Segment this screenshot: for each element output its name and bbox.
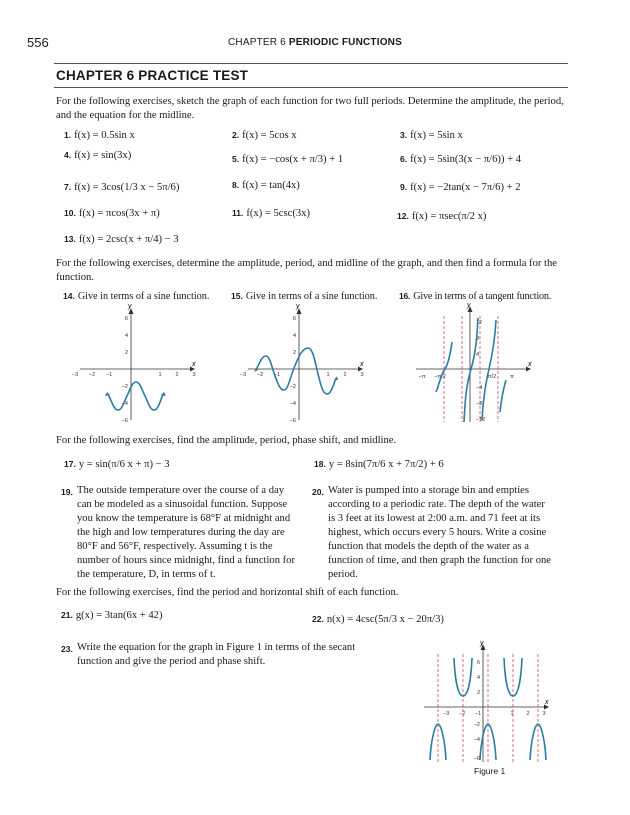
y-tick-label: 6	[476, 660, 480, 666]
asymptotes	[438, 654, 538, 762]
exercise-number: 10.	[64, 208, 76, 218]
exercise-16	[399, 291, 551, 302]
y-tick-label: −4	[473, 737, 480, 743]
exercise-expression: y = 8sin(7π/6 x + 7π/2) + 6	[328, 459, 444, 470]
exercise-18	[314, 457, 444, 472]
exercise-number: 12.	[397, 211, 409, 221]
exercise-13	[64, 232, 179, 247]
exercise-number: 6.	[400, 154, 408, 164]
graph-14-axes	[80, 308, 195, 420]
x-tick-label: −3	[71, 372, 79, 378]
sine-curve	[256, 348, 336, 394]
y-tick-label: −12	[476, 417, 486, 423]
x-tick-label: −2	[256, 372, 264, 378]
exercise-number: 17.	[64, 459, 76, 469]
exercise-3	[400, 128, 463, 143]
y-tick-label: 4	[476, 675, 480, 681]
exercise-number: 1.	[64, 130, 72, 140]
exercise-number: 14.	[63, 291, 75, 301]
exercise-14	[63, 291, 209, 302]
exercise-number: 9.	[400, 182, 408, 192]
exercise-number: 20.	[312, 487, 324, 497]
figure-1-graph	[420, 640, 560, 764]
exercise-19	[61, 484, 301, 582]
x-tick-label: −2	[88, 372, 96, 378]
exercise-number: 2.	[232, 130, 240, 140]
exercise-number: 23.	[61, 644, 73, 654]
y-axis-label: y	[467, 302, 471, 309]
exercise-text: Water is pumped into a storage bin and empties according to a periodic rate. The depth of the water is 3 feet at its lowest at 2:00 a.m. and 71 feet at its highest, which occurs every 5 hours. Write a cosine function that models the depth of the water as a function of time, and then graph the function for one period.	[328, 485, 551, 580]
instructions-sketch: For the following exercises, sketch the graph of each function for two full periods. Determine the amplitude, the period, and the equation for the midline.	[56, 96, 564, 121]
graph-16	[410, 302, 534, 424]
exercise-expression: f(x) = 5sin x	[410, 130, 463, 141]
graph-15	[239, 302, 366, 424]
exercise-expression: f(x) = −cos(x + π/3) + 1	[242, 154, 344, 165]
exercise-number: 13.	[64, 234, 76, 244]
instructions-phase: For the following exercises, find the amplitude, period, phase shift, and midline.	[56, 435, 397, 446]
running-header	[0, 37, 630, 48]
y-tick-label: −6	[121, 418, 128, 424]
exercise-number: 22.	[312, 614, 324, 624]
x-tick-label: 3	[192, 372, 196, 378]
exercise-1	[64, 128, 135, 143]
y-tick-label: −2	[289, 384, 296, 390]
y-tick-label: 4	[124, 333, 128, 339]
header-rule	[54, 63, 568, 64]
y-tick-label: −4	[289, 401, 296, 407]
figure-caption: Figure 1	[474, 766, 506, 776]
y-tick-label: 12	[476, 320, 483, 326]
exercise-expression: f(x) = πsec(π/2 x)	[411, 211, 487, 222]
exercise-12	[397, 209, 486, 224]
exercise-5	[232, 152, 343, 167]
x-tick-label: 1	[510, 711, 514, 717]
y-tick-label: −6	[289, 418, 296, 424]
page-number: 556	[27, 35, 49, 50]
exercise-expression: f(x) = sin(3x)	[74, 150, 132, 161]
exercise-text: Write the equation for the graph in Figure 1 in terms of the secant function and give the period and phase shift.	[77, 642, 356, 667]
exercise-number: 4.	[64, 150, 72, 160]
exercise-8	[232, 178, 300, 193]
exercise-expression: y = sin(π/6 x + π) − 3	[78, 459, 170, 470]
exercise-6	[400, 152, 521, 167]
x-tick-label: 3	[360, 372, 364, 378]
y-axis-label: y	[296, 303, 300, 310]
x-axis-label: x	[360, 361, 364, 368]
exercise-17	[64, 457, 170, 472]
x-tick-label: 1	[158, 372, 162, 378]
x-tick-label: 2	[175, 372, 179, 378]
section-rule	[54, 87, 568, 88]
exercise-text: Give in terms of a sine function.	[245, 291, 378, 302]
exercise-22	[312, 612, 444, 627]
y-tick-label: 4	[476, 352, 480, 358]
y-tick-label: 2	[476, 690, 480, 696]
x-tick-label: π/2	[487, 374, 497, 380]
chapter-label: CHAPTER 6	[228, 37, 286, 48]
exercise-number: 5.	[232, 154, 240, 164]
y-tick-label: −8	[476, 401, 483, 407]
sine-curve	[108, 382, 163, 410]
exercise-number: 8.	[232, 180, 240, 190]
x-tick-label: −1	[273, 372, 281, 378]
y-tick-label: −4	[476, 385, 483, 391]
x-tick-label: 2	[526, 711, 530, 717]
y-tick-label: 4	[292, 333, 296, 339]
exercise-23	[61, 641, 381, 669]
y-tick-label: 6	[292, 316, 296, 322]
exercise-expression: n(x) = 4csc(5π/3 x − 20π/3)	[326, 614, 444, 625]
y-axis-label: y	[480, 640, 484, 647]
exercise-4	[64, 148, 131, 163]
exercise-expression: f(x) = πcos(3x + π)	[78, 208, 160, 219]
exercise-expression: f(x) = 0.5sin x	[74, 130, 135, 141]
y-tick-label: −2	[121, 384, 128, 390]
x-axis-label: x	[545, 699, 549, 706]
exercise-10	[64, 206, 160, 221]
exercise-number: 21.	[61, 610, 73, 620]
exercise-text: Give in terms of a sine function.	[77, 291, 210, 302]
graph-16-axes	[416, 306, 531, 422]
instructions-formula: For the following exercises, determine the amplitude, period, and midline of the graph, and then find a formula for the function.	[56, 258, 557, 283]
exercise-11	[232, 206, 310, 221]
exercise-expression: f(x) = tan(4x)	[242, 180, 300, 191]
y-tick-label: −6	[473, 756, 480, 762]
x-axis-label: x	[192, 361, 196, 368]
x-tick-label: −π/2	[434, 374, 446, 380]
instructions-period: For the following exercises, find the period and horizontal shift of each function.	[56, 587, 399, 598]
x-tick-label: −3	[239, 372, 247, 378]
exercise-20	[312, 484, 552, 582]
x-tick-label: π	[510, 374, 514, 380]
exercise-9	[400, 180, 521, 195]
exercise-number: 15.	[231, 291, 243, 301]
exercise-text: The outside temperature over the course of a day can be modeled as a sinusoidal function. Suppose you know the temperature is 68°F at midnight and the high and low temperatures during the day are 80°F and 56°F, respectively. Assuming t is the number of hours since midnight, find a function for the temperature, D, in terms of t.	[77, 485, 296, 580]
y-tick-label: −4	[121, 401, 128, 407]
graph-14	[71, 302, 198, 424]
graph-15-axes	[248, 308, 363, 420]
y-tick-label: −2	[473, 722, 480, 728]
y-tick-label: 8	[476, 336, 480, 342]
x-axis-label: x	[528, 361, 532, 368]
exercise-7	[64, 180, 179, 195]
exercise-expression: f(x) = −2tan(x − 7π/6) + 2	[410, 182, 521, 193]
exercise-text: Give in terms of a tangent function.	[413, 291, 552, 302]
exercise-number: 19.	[61, 487, 73, 497]
exercise-2	[232, 128, 297, 143]
exercise-21	[61, 608, 163, 623]
x-tick-label: −1	[105, 372, 113, 378]
tangent-branch	[482, 320, 496, 420]
exercise-expression: f(x) = 3cos(1/3 x − 5π/6)	[74, 182, 180, 193]
exercise-number: 18.	[314, 459, 326, 469]
exercise-number: 11.	[232, 208, 244, 218]
figure-1-axes	[424, 644, 549, 762]
x-tick-label: 1	[326, 372, 330, 378]
tangent-branch	[500, 380, 506, 412]
y-tick-label: 2	[292, 350, 296, 356]
y-tick-label: 6	[124, 316, 128, 322]
exercise-expression: f(x) = 5cos x	[242, 130, 297, 141]
section-title: CHAPTER 6 PRACTICE TEST	[56, 68, 249, 83]
exercise-number: 16.	[399, 291, 411, 301]
x-tick-label: −2	[458, 711, 466, 717]
exercise-number: 3.	[400, 130, 408, 140]
x-tick-label: −3	[442, 711, 450, 717]
exercise-expression: f(x) = 5sin(3(x − π/6)) + 4	[410, 154, 522, 165]
x-tick-label: −1	[474, 711, 482, 717]
x-tick-label: −π	[418, 374, 426, 380]
y-tick-label: 2	[124, 350, 128, 356]
y-axis-label: y	[128, 303, 132, 310]
exercise-15	[231, 291, 377, 302]
exercise-number: 7.	[64, 182, 72, 192]
exercise-expression: f(x) = 2csc(x + π/4) − 3	[78, 234, 179, 245]
x-tick-label: 2	[343, 372, 347, 378]
exercise-expression: g(x) = 3tan(6x + 42)	[75, 610, 163, 621]
chapter-title: PERIODIC FUNCTIONS	[288, 37, 402, 48]
exercise-expression: f(x) = 5csc(3x)	[246, 208, 310, 219]
x-tick-label: 3	[542, 711, 546, 717]
